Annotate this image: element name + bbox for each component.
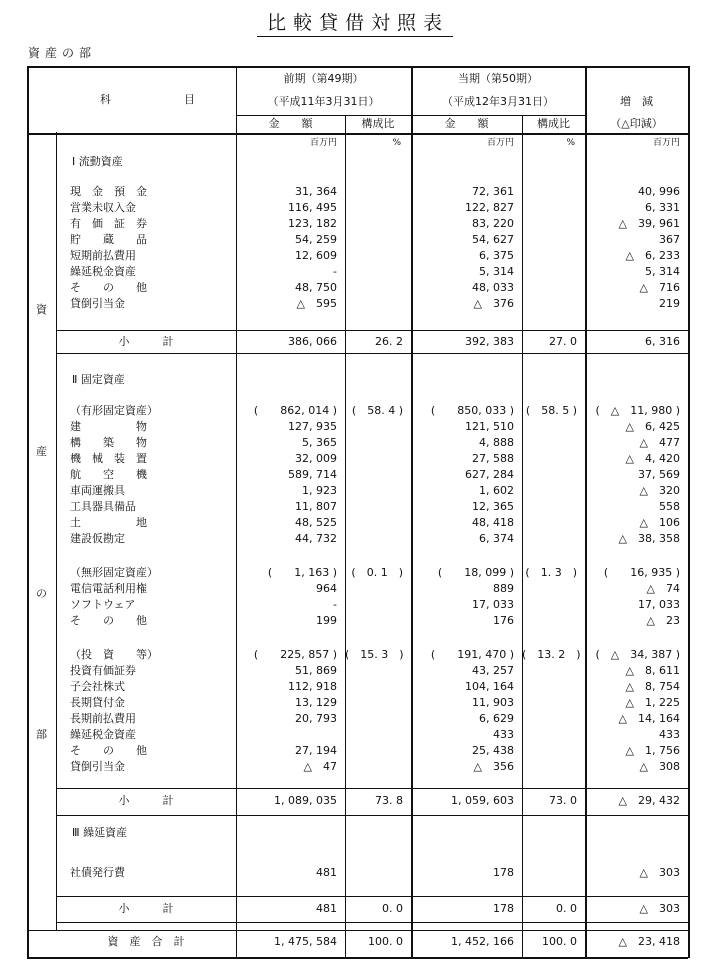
row-curr-amount: 1, 602	[479, 484, 514, 497]
row-change: △ 320	[639, 484, 680, 497]
row-prev-amount: 48, 750	[295, 281, 337, 294]
header-prev-date: （平成11年3月31日）	[267, 95, 380, 108]
unit-curr-amount: 百万円	[486, 138, 514, 148]
prev-amount-rule	[345, 115, 346, 957]
row-prev-amount: 27, 194	[295, 744, 337, 757]
row-change: ( 16, 935 )	[603, 566, 680, 579]
row-label: 短期前払費用	[70, 249, 136, 262]
unit-prev-amount: 百万円	[309, 138, 337, 148]
row-label: 構 築 物	[70, 436, 147, 449]
row-label: 長期貸付金	[70, 696, 125, 709]
section-heading-1: Ⅱ 固定資産	[72, 373, 125, 386]
row-change: ( △ 11, 980 )	[595, 404, 680, 417]
header-curr-period: 当期（第50期）	[458, 72, 538, 85]
header-prev-period: 前期（第49期）	[283, 72, 364, 85]
row-change: 6, 331	[645, 201, 680, 214]
row-label: 貸倒引当金	[70, 760, 125, 773]
unit-change: 百万円	[652, 138, 680, 148]
row-prev-amount: 12, 609	[295, 249, 337, 262]
row-change: ( △ 34, 387 )	[595, 648, 680, 661]
row-prev-ratio: 0. 0	[382, 902, 403, 915]
table-bottom-border	[27, 957, 688, 959]
row-change: △ 1, 756	[625, 744, 680, 757]
row-label: 貯 蔵 品	[70, 233, 147, 246]
row-prev-amount: ( 225, 857 )	[253, 648, 337, 661]
side-char-0: 資	[36, 303, 47, 316]
row-curr-amount: 54, 627	[472, 233, 514, 246]
header-curr-ratio: 構成比	[537, 117, 570, 130]
row-curr-amount: 176	[493, 614, 514, 627]
row-change: 367	[659, 233, 680, 246]
unit-curr-ratio: %	[566, 138, 575, 148]
row-curr-amount: 17, 033	[472, 598, 514, 611]
row-curr-amount: ( 191, 470 )	[430, 648, 514, 661]
row-change: 17, 033	[638, 598, 680, 611]
row-curr-amount: 83, 220	[472, 217, 514, 230]
row-label: （投 資 等）	[70, 648, 158, 661]
table-top-border	[27, 66, 688, 68]
row-prev-amount: 32, 009	[295, 452, 337, 465]
row-label: 工具器具備品	[70, 500, 136, 513]
row-label: 建設仮勘定	[70, 532, 125, 545]
row-change: △ 6, 425	[625, 420, 680, 433]
header-curr-amount: 金 額	[444, 117, 489, 130]
row-label: そ の 他	[70, 744, 147, 757]
side-column-rule	[56, 132, 57, 930]
row-label: 小 計	[118, 794, 174, 807]
row-prev-ratio: ( 0. 1 )	[351, 566, 403, 579]
row-label: 繰延税金資産	[70, 728, 136, 741]
row-prev-amount: 127, 935	[288, 420, 337, 433]
row-curr-amount: 104, 164	[465, 680, 514, 693]
row-prev-amount: 589, 714	[288, 468, 337, 481]
row-curr-ratio: 0. 0	[556, 902, 577, 915]
row-label: 土 地	[70, 516, 147, 529]
row-prev-amount: 54, 259	[295, 233, 337, 246]
row-prev-amount: ( 862, 014 )	[253, 404, 337, 417]
row-prev-amount: ( 1, 163 )	[267, 566, 337, 579]
row-curr-ratio: ( 1. 3 )	[525, 566, 577, 579]
header-prev-amount: 金 額	[268, 117, 313, 130]
subtotal-rule-top-1	[56, 788, 688, 789]
row-label: 有 価 証 券	[70, 217, 147, 230]
table-right-border	[688, 66, 690, 958]
row-curr-amount: 6, 374	[479, 532, 514, 545]
row-change: △ 1, 225	[625, 696, 680, 709]
row-prev-ratio: ( 58. 4 )	[351, 404, 403, 417]
row-change: △ 23, 418	[618, 935, 680, 948]
row-change: △ 477	[639, 436, 680, 449]
side-column-close	[27, 930, 56, 931]
subtotal-rule-top-3	[56, 930, 688, 931]
row-change: △ 29, 432	[618, 794, 680, 807]
row-curr-ratio: ( 58. 5 )	[525, 404, 577, 417]
section-label: 資産の部	[28, 46, 97, 60]
curr-amount-rule	[522, 115, 523, 957]
row-curr-amount: ( 850, 033 )	[430, 404, 514, 417]
row-change: △ 303	[639, 866, 680, 879]
header-bottom-rule	[27, 133, 688, 135]
row-curr-amount: 178	[493, 902, 514, 915]
table-left-border	[27, 66, 29, 957]
row-curr-amount: 4, 888	[479, 436, 514, 449]
row-label: 資 産 合 計	[107, 935, 185, 948]
row-label: 小 計	[118, 335, 174, 348]
subtotal-rule-bottom-2	[56, 922, 688, 923]
row-curr-amount: 392, 383	[465, 335, 514, 348]
row-label: 繰延税金資産	[70, 265, 136, 278]
row-curr-amount: 43, 257	[472, 664, 514, 677]
row-change: △ 38, 358	[618, 532, 680, 545]
row-prev-amount: 20, 793	[295, 712, 337, 725]
row-change: △ 39, 961	[618, 217, 680, 230]
row-curr-amount: 1, 452, 166	[451, 935, 514, 948]
row-change: △ 106	[639, 516, 680, 529]
row-label: （無形固定資産）	[70, 566, 158, 579]
row-curr-amount: 6, 375	[479, 249, 514, 262]
row-prev-amount: 116, 495	[288, 201, 337, 214]
row-label: 建 物	[70, 420, 147, 433]
document-title: 比較貸借対照表	[0, 8, 710, 35]
subtotal-rule-top-2	[56, 896, 688, 897]
row-change: 6, 316	[645, 335, 680, 348]
row-change: 433	[659, 728, 680, 741]
row-label: 小 計	[118, 902, 174, 915]
row-curr-amount: 433	[493, 728, 514, 741]
row-curr-ratio: ( 13. 2 )	[522, 648, 581, 661]
row-label: 営業未収入金	[70, 201, 136, 214]
row-label: ソフトウェア	[70, 598, 136, 611]
row-change: 37, 569	[638, 468, 680, 481]
row-label: そ の 他	[70, 614, 147, 627]
row-curr-amount: △ 356	[473, 760, 514, 773]
row-prev-amount: 31, 364	[295, 185, 337, 198]
header-change: 増 減	[620, 95, 653, 108]
row-change: △ 303	[639, 902, 680, 915]
row-curr-amount: 1, 059, 603	[451, 794, 514, 807]
row-label: 航 空 機	[70, 468, 147, 481]
row-label: （有形固定資産）	[70, 404, 158, 417]
row-curr-ratio: 27. 0	[549, 335, 577, 348]
row-curr-amount: 6, 629	[479, 712, 514, 725]
row-change: △ 23	[646, 614, 680, 627]
row-prev-amount: -	[333, 598, 337, 611]
row-curr-amount: ( 18, 099 )	[437, 566, 514, 579]
row-prev-amount: 112, 918	[288, 680, 337, 693]
row-prev-amount: 13, 129	[295, 696, 337, 709]
row-prev-amount: 964	[316, 582, 337, 595]
row-prev-amount: 48, 525	[295, 516, 337, 529]
row-label: 投資有価証券	[70, 664, 136, 677]
header-prev-ratio: 構成比	[361, 117, 395, 130]
row-curr-amount: 72, 361	[472, 185, 514, 198]
side-char-2: の	[36, 587, 47, 600]
subtotal-rule-bottom-1	[56, 815, 688, 816]
row-curr-amount: 121, 510	[465, 420, 514, 433]
row-prev-amount: △ 595	[296, 297, 337, 310]
header-subject-a: 科	[100, 93, 111, 106]
row-prev-amount: -	[333, 265, 337, 278]
row-change: △ 716	[639, 281, 680, 294]
row-curr-amount: 27, 588	[472, 452, 514, 465]
row-change: △ 4, 420	[625, 452, 680, 465]
row-prev-ratio: 100. 0	[368, 935, 403, 948]
row-change: △ 74	[646, 582, 680, 595]
row-prev-amount: △ 47	[303, 760, 337, 773]
row-label: 長期前払費用	[70, 712, 136, 725]
subtotal-rule-bottom-0	[56, 353, 688, 354]
row-curr-amount: 25, 438	[472, 744, 514, 757]
row-prev-ratio: ( 15. 3 )	[345, 648, 404, 661]
side-char-3: 部	[36, 728, 47, 741]
header-curr-date: （平成12年3月31日）	[442, 95, 554, 108]
row-change: 219	[659, 297, 680, 310]
row-prev-amount: 11, 807	[295, 500, 337, 513]
row-prev-ratio: 26. 2	[375, 335, 403, 348]
row-prev-amount: 481	[316, 866, 337, 879]
header-subject-b: 目	[184, 93, 195, 106]
header-change-note: （△印減）	[610, 117, 663, 130]
row-prev-amount: 386, 066	[288, 335, 337, 348]
row-prev-ratio: 73. 8	[375, 794, 403, 807]
row-curr-amount: 12, 365	[472, 500, 514, 513]
row-prev-amount: 199	[316, 614, 337, 627]
row-curr-ratio: 73. 0	[549, 794, 577, 807]
row-curr-amount: 48, 418	[472, 516, 514, 529]
row-prev-amount: 44, 732	[295, 532, 337, 545]
row-label: 車両運搬具	[70, 484, 125, 497]
row-curr-amount: 178	[493, 866, 514, 879]
row-change: △ 308	[639, 760, 680, 773]
section-heading-0: Ⅰ 流動資産	[72, 155, 123, 168]
row-label: 電信電話利用権	[70, 582, 147, 595]
row-prev-amount: 5, 365	[302, 436, 337, 449]
row-change: 5, 314	[645, 265, 680, 278]
row-prev-amount: 51, 869	[295, 664, 337, 677]
row-prev-amount: 1, 475, 584	[274, 935, 337, 948]
row-label: 社債発行費	[70, 866, 125, 879]
row-curr-amount: 48, 033	[472, 281, 514, 294]
row-prev-amount: 1, 923	[302, 484, 337, 497]
row-label: 機 械 装 置	[70, 452, 147, 465]
row-label: そ の 他	[70, 281, 147, 294]
row-change: 558	[659, 500, 680, 513]
row-prev-amount: 1, 089, 035	[274, 794, 337, 807]
row-curr-amount: 5, 314	[479, 265, 514, 278]
row-curr-amount: 889	[493, 582, 514, 595]
row-change: △ 8, 611	[625, 664, 680, 677]
unit-prev-ratio: %	[392, 138, 401, 148]
row-prev-amount: 123, 182	[288, 217, 337, 230]
row-label: 貸倒引当金	[70, 297, 125, 310]
row-label: 子会社株式	[70, 680, 125, 693]
row-change: 40, 996	[638, 185, 680, 198]
row-change: △ 6, 233	[625, 249, 680, 262]
subtotal-rule-top-0	[56, 330, 688, 331]
row-curr-amount: △ 376	[473, 297, 514, 310]
row-prev-amount: 481	[316, 902, 337, 915]
row-curr-amount: 627, 284	[465, 468, 514, 481]
row-curr-ratio: 100. 0	[542, 935, 577, 948]
side-char-1: 産	[36, 445, 47, 458]
row-curr-amount: 11, 903	[472, 696, 514, 709]
row-curr-amount: 122, 827	[465, 201, 514, 214]
row-change: △ 14, 164	[618, 712, 680, 725]
row-change: △ 8, 754	[625, 680, 680, 693]
section-heading-2: Ⅲ 繰延資産	[72, 826, 128, 839]
row-label: 現 金 預 金	[70, 185, 147, 198]
